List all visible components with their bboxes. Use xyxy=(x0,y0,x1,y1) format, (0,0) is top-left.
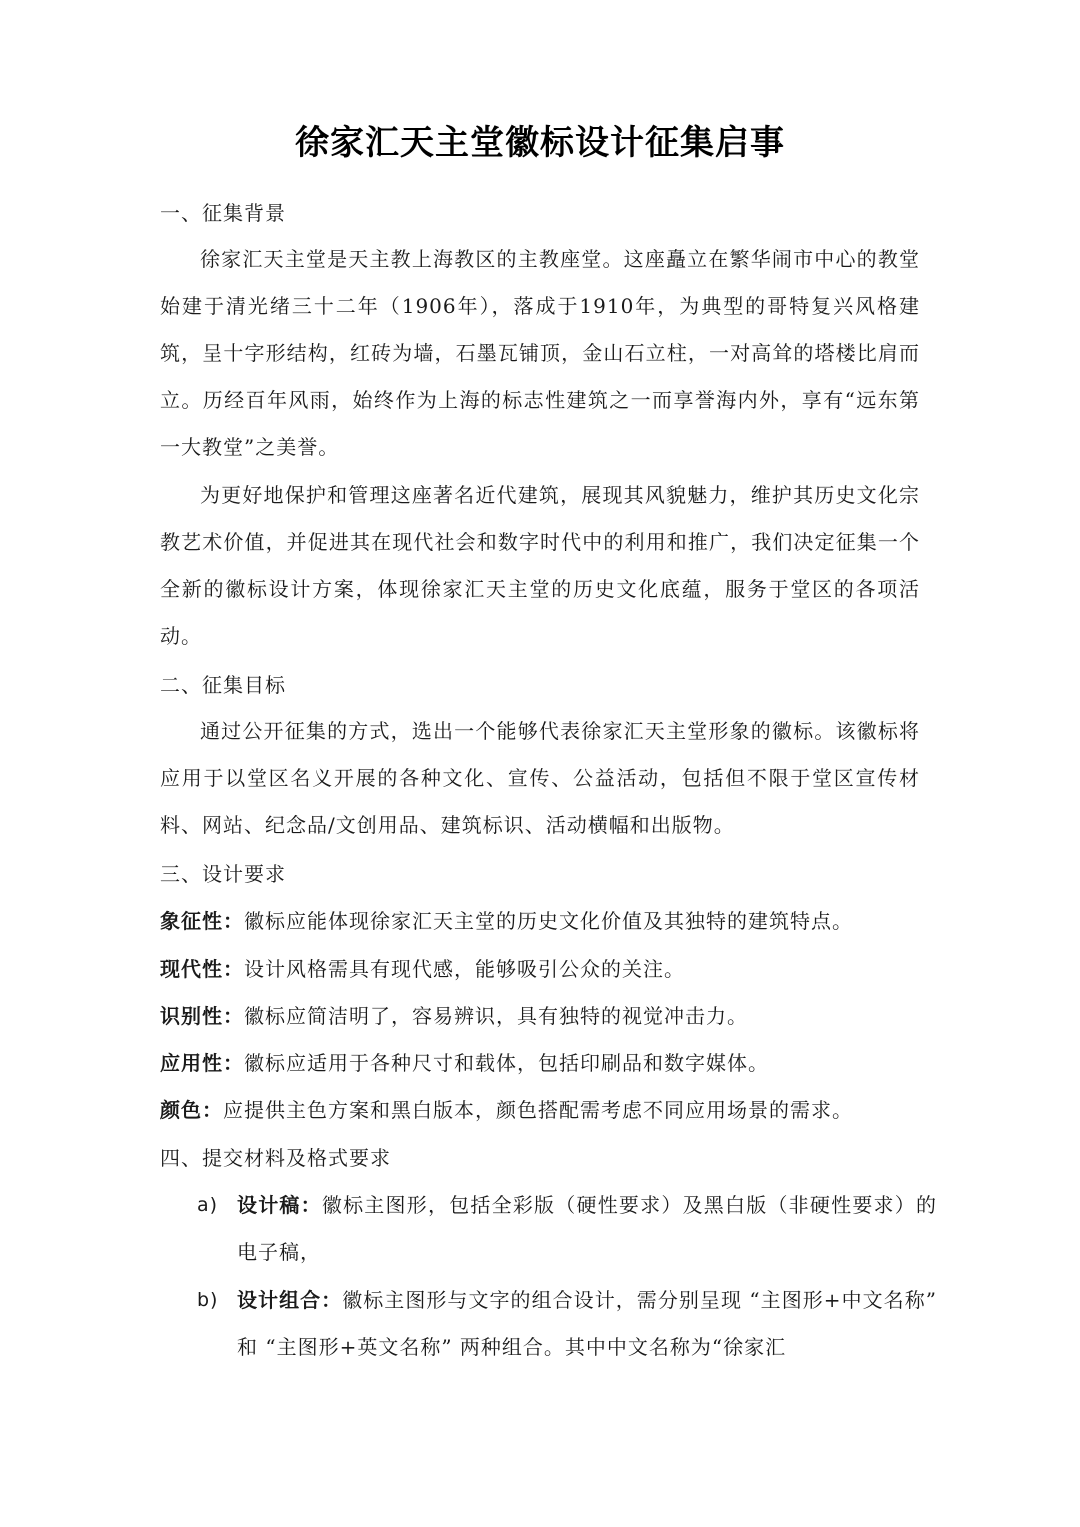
requirement-label: 应用性： xyxy=(160,1051,244,1075)
requirement-text: 徽标应适用于各种尺寸和载体，包括印刷品和数字媒体。 xyxy=(244,1051,769,1075)
requirement-modernity xyxy=(160,954,940,984)
list-item-body xyxy=(237,1182,937,1276)
document-title: 徐家汇天主堂徽标设计征集启事 xyxy=(295,123,785,163)
paragraph-goal: 通过公开征集的方式，选出一个能够代表徐家汇天主堂形象的徽标。该徽标将应用于以堂区名义开展的各种文化、宣传、公益活动，包括但不限于堂区宣传材料、网站、纪念品/文创用品、建筑标识、活动横幅和出版物。 xyxy=(160,719,920,837)
requirement-applicability xyxy=(160,1048,940,1078)
submission-item-b xyxy=(197,1277,937,1371)
section-heading-submission: 四、提交材料及格式要求 xyxy=(160,1146,391,1170)
requirement-text: 设计风格需具有现代感，能够吸引公众的关注。 xyxy=(244,957,685,981)
requirement-recognizability xyxy=(160,1001,940,1031)
list-item-text: 徽标主图形与文字的组合设计，需分别呈现 “主图形+中文名称” 和 “主图形+英文名称” 两种组合。其中中文名称为“徐家汇 xyxy=(237,1288,937,1359)
requirement-symbolism xyxy=(160,906,940,936)
requirement-label: 现代性： xyxy=(160,957,244,981)
paragraph-background-1: 徐家汇天主堂是天主教上海教区的主教座堂。这座矗立在繁华闹市中心的教堂始建于清光绪三十二年（1906年），落成于1910年，为典型的哥特复兴风格建筑，呈十字形结构，红砖为墙，石墨瓦铺顶，金山石立柱，一对高耸的塔楼比肩而立。历经百年风雨，始终作为上海的标志性建筑之一而享誉海内外，享有“远东第一大教堂”之美誉。 xyxy=(160,247,920,459)
requirement-label: 识别性： xyxy=(160,1004,244,1028)
section-heading-background: 一、征集背景 xyxy=(160,201,286,225)
requirement-text: 应提供主色方案和黑白版本，颜色搭配需考虑不同应用场景的需求。 xyxy=(223,1098,853,1122)
requirement-label: 象征性： xyxy=(160,909,244,933)
list-marker: a) xyxy=(197,1194,219,1216)
paragraph-background-2: 为更好地保护和管理这座著名近代建筑，展现其风貌魅力，维护其历史文化宗教艺术价值，并促进其在现代社会和数字时代中的利用和推广，我们决定征集一个全新的徽标设计方案，体现徐家汇天主堂的历史文化底蕴，服务于堂区的各项活动。 xyxy=(160,483,920,648)
submission-item-a xyxy=(197,1182,937,1276)
requirement-text: 徽标应能体现徐家汇天主堂的历史文化价值及其独特的建筑特点。 xyxy=(244,909,853,933)
requirement-label: 颜色： xyxy=(160,1098,223,1122)
requirement-color xyxy=(160,1095,940,1125)
section-heading-goal: 二、征集目标 xyxy=(160,673,286,697)
list-item-label: 设计稿： xyxy=(237,1193,322,1217)
list-item-label: 设计组合： xyxy=(237,1288,343,1312)
requirement-text: 徽标应简洁明了，容易辨识，具有独特的视觉冲击力。 xyxy=(244,1004,748,1028)
list-marker: b) xyxy=(197,1289,219,1311)
list-item-text: 徽标主图形，包括全彩版（硬性要求）及黑白版（非硬性要求）的电子稿， xyxy=(237,1193,937,1264)
section-heading-design-requirements: 三、设计要求 xyxy=(160,862,286,886)
list-item-body xyxy=(237,1277,937,1371)
